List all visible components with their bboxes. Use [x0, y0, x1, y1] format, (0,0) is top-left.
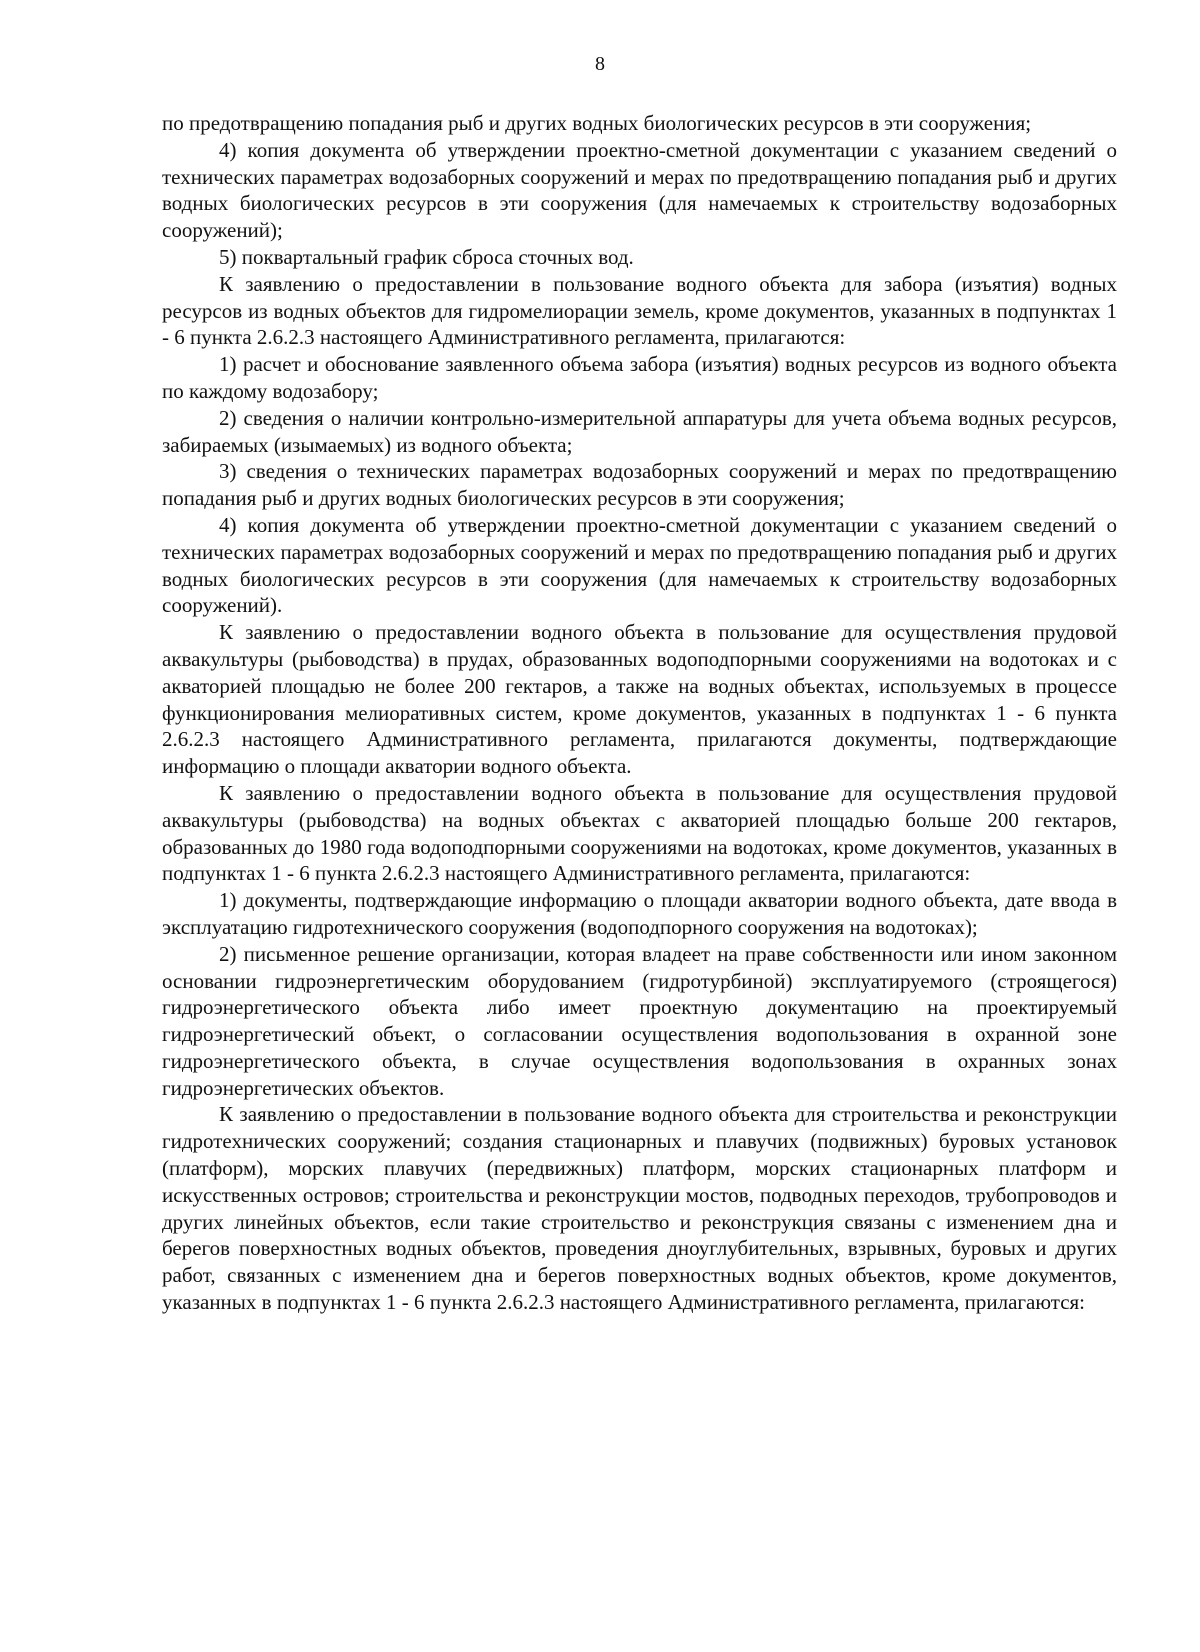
- paragraph: по предотвращению попадания рыб и других водных биологических ресурсов в эти сооружения;: [162, 111, 1032, 135]
- paragraph: К заявлению о предоставлении водного объекта в пользование для осуществления прудовой аквакультуры (рыбоводства) в прудах, образованных водоподпорными сооружениями на водотоках и с акваторией площадью не более 200 гектаров, а также на водных объектах, используемых в процессе функционирования мелиоративных систем, кроме документов, указанных в подпунктах 1 - 6 пункта 2.6.2.3 настоящего Административного регламента, прилагаются документы, подтверждающие информацию о площади акватории водного объекта.: [162, 620, 1117, 779]
- paragraph: 5) поквартальный график сброса сточных вод.: [219, 244, 634, 269]
- paragraph: 1) расчет и обоснование заявленного объема забора (изъятия) водных ресурсов из водного объекта по каждому водозабору;: [162, 352, 1117, 403]
- paragraph: К заявлению о предоставлении в пользование водного объекта для забора (изъятия) водных ресурсов из водных объектов для гидромелиорации земель, кроме документов, указанных в подпунктах 1 - 6 пункта 2.6.2.3 настоящего Административного регламента, прилагаются:: [162, 271, 1117, 350]
- paragraph: 2) сведения о наличии контрольно-измерительной аппаратуры для учета объема водных ресурсов, забираемых (изымаемых) из водного объекта;: [162, 405, 1117, 457]
- paragraph: 2) письменное решение организации, которая владеет на праве собственности или ином законном основании гидроэнергетическим оборудованием (гидротурбиной) эксплуатируемого (строящегося) гидроэнергетического объекта либо имеет проектную документацию на проектируемый гидроэнергетический объект, о согласовании осуществления водопользования в охранной зоне гидроэнергетического объекта, в случае осуществления водопользования в охранных зонах гидроэнергетических объектов.: [162, 941, 1117, 1100]
- paragraph: К заявлению о предоставлении в пользование водного объекта для строительства и реконструкции гидротехнических сооружений; создания стационарных и плавучих (подвижных) буровых установок (платформ), морских плавучих (передвижных) платформ, морских стационарных платформ и искусственных островов; строительства и реконструкции мостов, подводных переходов, трубопроводов и других линейных объектов, если такие строительство и реконструкция связаны с изменением дна и берегов поверхностных водных объектов, проведения дноуглубительных, взрывных, буровых и других работ, связанных с изменением дна и берегов поверхностных водных объектов, кроме документов, указанных в подпунктах 1 - 6 пункта 2.6.2.3 настоящего Административного регламента, прилагаются:: [162, 1102, 1117, 1315]
- document-body: [162, 110, 1117, 1316]
- paragraph: 4) копия документа об утверждении проектно-сметной документации с указанием сведений о технических параметрах водозаборных сооружений и мерах по предотвращению попадания рыб и других водных биологических ресурсов в эти сооружения (для намечаемых к строительству водозаборных сооружений).: [162, 512, 1117, 618]
- paragraph: К заявлению о предоставлении водного объекта в пользование для осуществления прудовой аквакультуры (рыбоводства) на водных объектах с акваторией площадью больше 200 гектаров, образованных до 1980 года водоподпорными сооружениями на водотоках, кроме документов, указанных в подпунктах 1 - 6 пункта 2.6.2.3 настоящего Административного регламента, прилагаются:: [162, 780, 1117, 886]
- paragraph: 4) копия документа об утверждении проектно-сметной документации с указанием сведений о технических параметрах водозаборных сооружений и мерах по предотвращению попадания рыб и других водных биологических ресурсов в эти сооружения (для намечаемых к строительству водозаборных сооружений);: [162, 137, 1117, 243]
- page-number: 8: [595, 53, 605, 75]
- paragraph: 3) сведения о технических параметрах водозаборных сооружений и мерах по предотвращению попадания рыб и других водных биологических ресурсов в эти сооружения;: [162, 459, 1117, 511]
- paragraph: 1) документы, подтверждающие информацию о площади акватории водного объекта, дате ввода в эксплуатацию гидротехнического сооружения (водоподпорного сооружения на водотоках);: [162, 888, 1117, 939]
